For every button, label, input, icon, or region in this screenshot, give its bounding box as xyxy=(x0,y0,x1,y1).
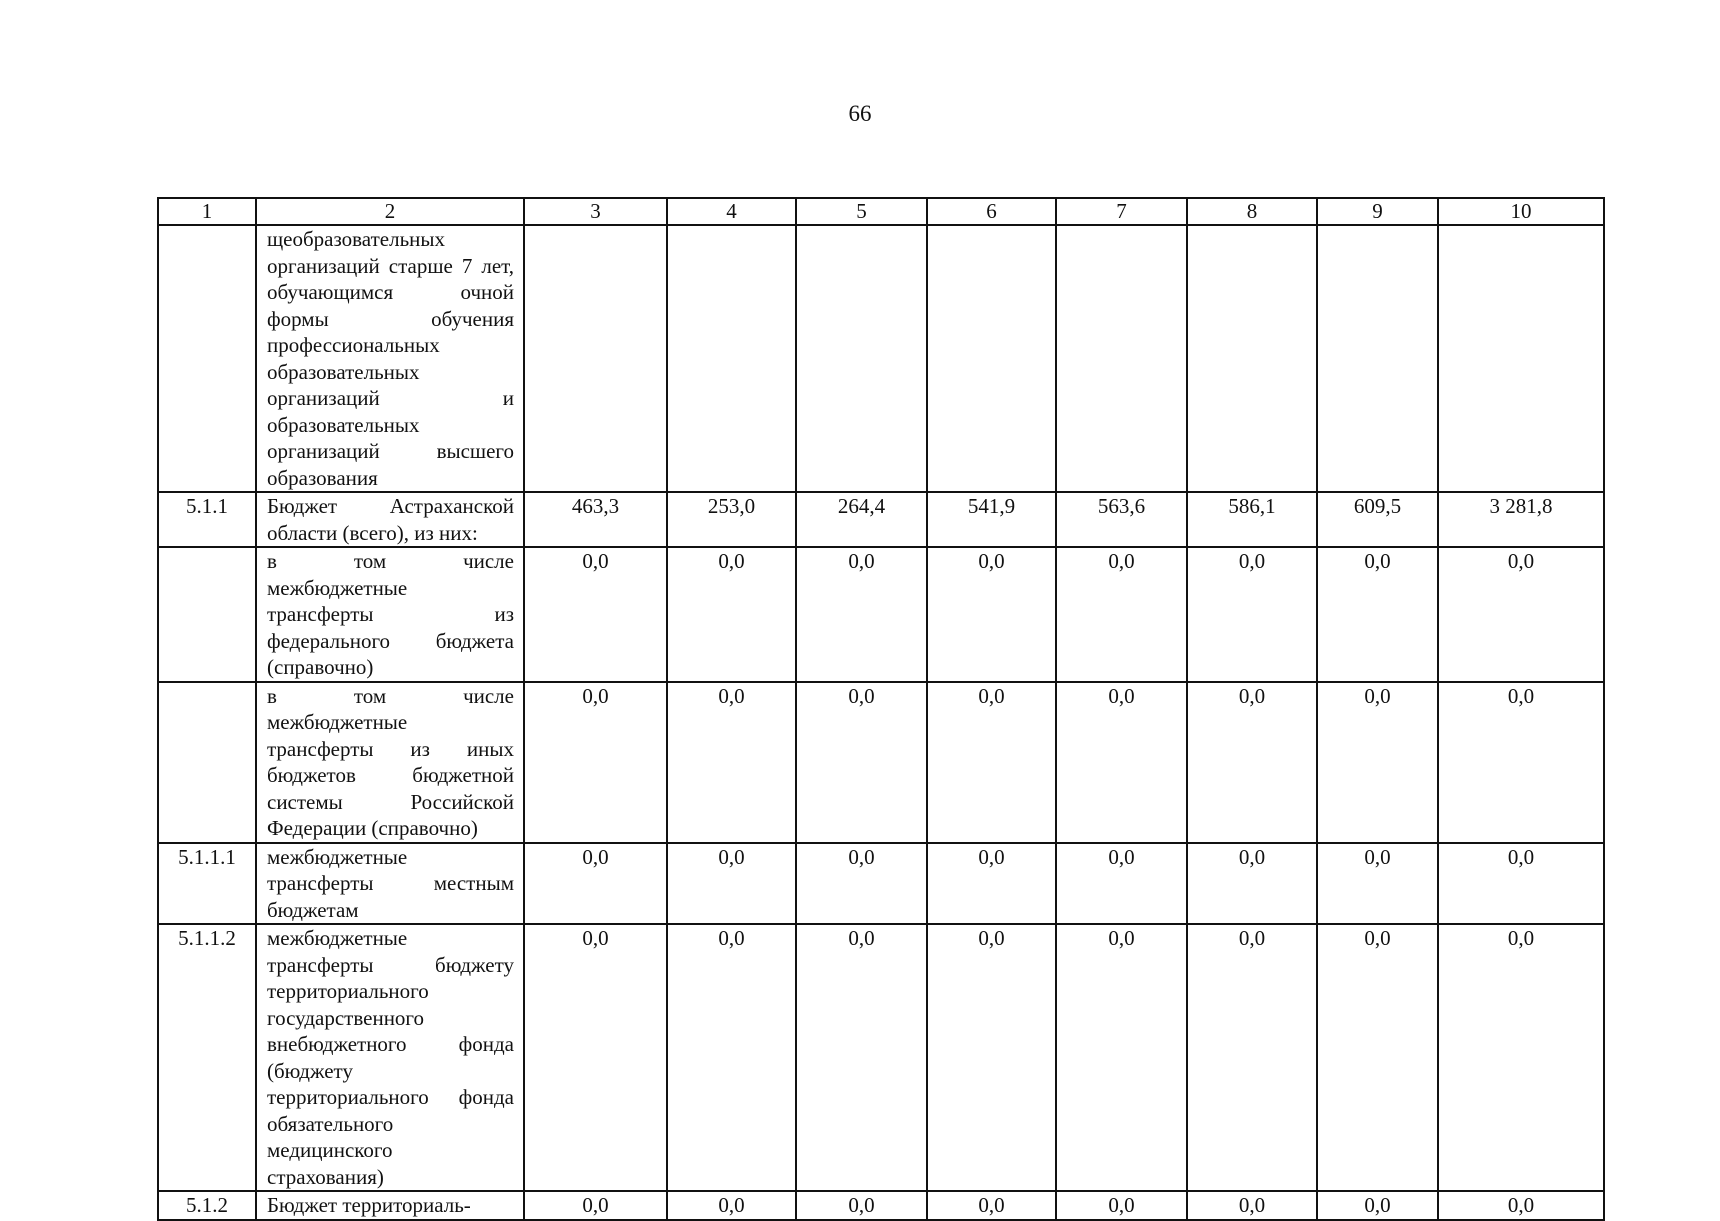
row-value: 0,0 xyxy=(1187,547,1317,682)
row-value: 0,0 xyxy=(1317,547,1438,682)
row-value: 0,0 xyxy=(1317,843,1438,925)
row-value: 0,0 xyxy=(1187,682,1317,843)
row-value: 0,0 xyxy=(1317,682,1438,843)
column-header: 5 xyxy=(796,198,927,225)
row-value: 0,0 xyxy=(1056,547,1187,682)
column-header: 4 xyxy=(667,198,796,225)
row-value: 0,0 xyxy=(667,547,796,682)
row-code: 5.1.1.1 xyxy=(158,843,256,925)
row-value: 541,9 xyxy=(927,492,1056,547)
row-value: 253,0 xyxy=(667,492,796,547)
row-name: в том числе межбюджетные трансферты из федерального бюджета (справочно) xyxy=(256,547,524,682)
row-value: 563,6 xyxy=(1056,492,1187,547)
row-value: 264,4 xyxy=(796,492,927,547)
table-row xyxy=(158,225,1604,492)
row-value: 0,0 xyxy=(1056,843,1187,925)
row-value: 0,0 xyxy=(667,682,796,843)
row-value: 0,0 xyxy=(667,924,796,1191)
row-value: 0,0 xyxy=(524,682,667,843)
row-value: 0,0 xyxy=(1438,682,1604,843)
row-value: 0,0 xyxy=(1187,843,1317,925)
row-value: 0,0 xyxy=(796,843,927,925)
row-name: щеобразовательных организаций старше 7 лет, обучающимся очной формы обучения профессиональных образовательных организаций и образовательных организаций высшего образования xyxy=(256,225,524,492)
row-code: 5.1.1 xyxy=(158,492,256,547)
row-value: 0,0 xyxy=(927,547,1056,682)
row-value xyxy=(927,225,1056,492)
row-name: межбюджетные трансферты местным бюджетам xyxy=(256,843,524,925)
row-value: 0,0 xyxy=(524,843,667,925)
row-code xyxy=(158,547,256,682)
row-value: 0,0 xyxy=(1056,682,1187,843)
row-code: 5.1.2 xyxy=(158,1191,256,1220)
row-value: 0,0 xyxy=(796,924,927,1191)
column-header: 8 xyxy=(1187,198,1317,225)
table-row xyxy=(158,492,1604,547)
column-header: 6 xyxy=(927,198,1056,225)
row-value xyxy=(796,225,927,492)
row-value: 0,0 xyxy=(524,547,667,682)
column-header: 3 xyxy=(524,198,667,225)
row-value: 0,0 xyxy=(1056,924,1187,1191)
row-code: 5.1.1.2 xyxy=(158,924,256,1191)
row-value: 0,0 xyxy=(1438,843,1604,925)
row-name: межбюджетные трансферты бюджету территориального государственного внебюджетного фонда (бюджету территориального фонда обязательного медицинского страхования) xyxy=(256,924,524,1191)
column-header: 9 xyxy=(1317,198,1438,225)
row-value: 0,0 xyxy=(1438,547,1604,682)
row-value: 0,0 xyxy=(796,682,927,843)
row-name: в том числе межбюджетные трансферты из иных бюджетов бюджетной системы Российской Федерации (справочно) xyxy=(256,682,524,843)
row-value: 0,0 xyxy=(1317,1191,1438,1220)
row-name: Бюджет Астраханской области (всего), из них: xyxy=(256,492,524,547)
row-value: 0,0 xyxy=(796,1191,927,1220)
row-value: 586,1 xyxy=(1187,492,1317,547)
row-value: 0,0 xyxy=(927,1191,1056,1220)
column-header: 1 xyxy=(158,198,256,225)
row-value xyxy=(1056,225,1187,492)
row-value: 0,0 xyxy=(796,547,927,682)
table-row xyxy=(158,1191,1604,1220)
table-row xyxy=(158,547,1604,682)
page-number: 66 xyxy=(848,101,872,126)
row-value: 0,0 xyxy=(1438,924,1604,1191)
table-header-row xyxy=(158,198,1604,225)
row-value: 0,0 xyxy=(1317,924,1438,1191)
row-value: 3 281,8 xyxy=(1438,492,1604,547)
row-value: 0,0 xyxy=(667,843,796,925)
row-value: 0,0 xyxy=(667,1191,796,1220)
row-code xyxy=(158,225,256,492)
table-row xyxy=(158,843,1604,925)
row-value: 0,0 xyxy=(927,843,1056,925)
row-value: 609,5 xyxy=(1317,492,1438,547)
row-value: 0,0 xyxy=(524,924,667,1191)
row-value: 0,0 xyxy=(927,682,1056,843)
row-value xyxy=(524,225,667,492)
table-row xyxy=(158,682,1604,843)
row-name: Бюджет территориаль- xyxy=(256,1191,524,1220)
row-value xyxy=(1438,225,1604,492)
budget-table xyxy=(157,197,1605,1221)
row-value: 463,3 xyxy=(524,492,667,547)
row-value: 0,0 xyxy=(1187,1191,1317,1220)
row-value: 0,0 xyxy=(927,924,1056,1191)
column-header: 10 xyxy=(1438,198,1604,225)
row-value xyxy=(1317,225,1438,492)
row-value xyxy=(1187,225,1317,492)
row-code xyxy=(158,682,256,843)
row-value: 0,0 xyxy=(524,1191,667,1220)
row-value: 0,0 xyxy=(1438,1191,1604,1220)
row-value xyxy=(667,225,796,492)
table-row xyxy=(158,924,1604,1191)
row-value: 0,0 xyxy=(1187,924,1317,1191)
column-header: 7 xyxy=(1056,198,1187,225)
column-header: 2 xyxy=(256,198,524,225)
row-value: 0,0 xyxy=(1056,1191,1187,1220)
